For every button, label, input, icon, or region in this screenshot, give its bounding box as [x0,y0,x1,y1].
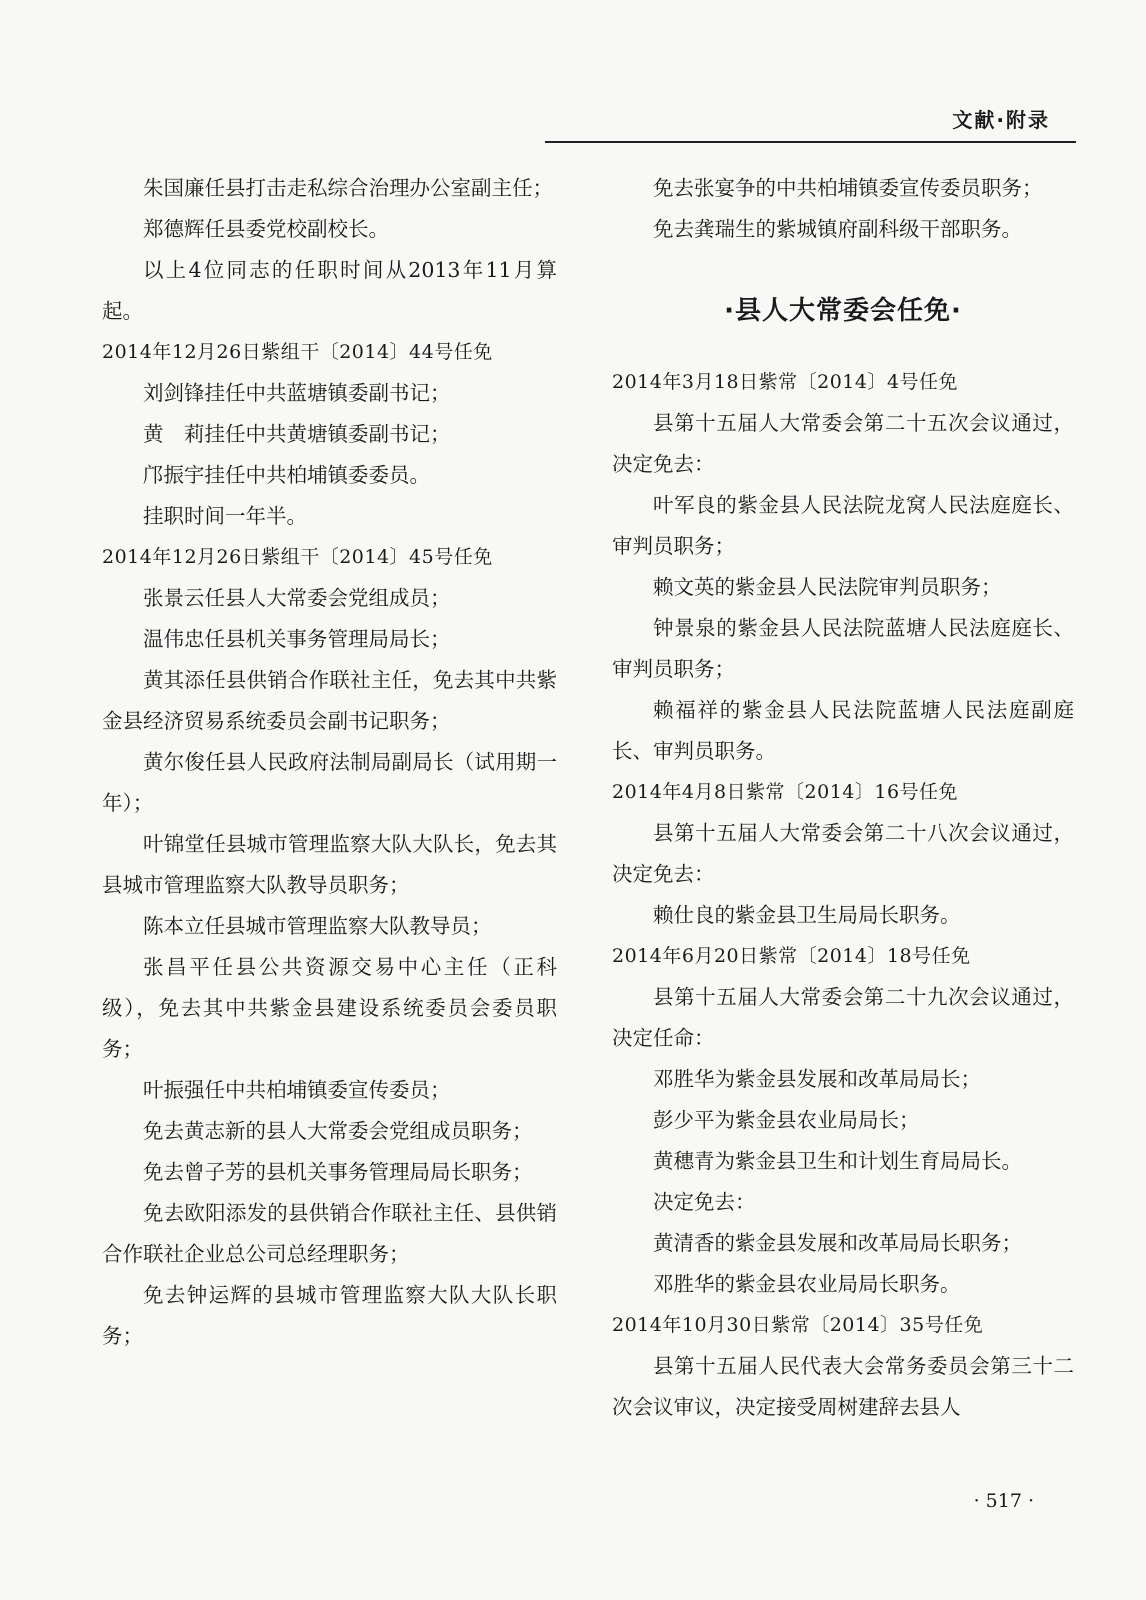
right-column-top [612,168,1074,250]
paragraph: 县第十五届人大常委会第二十八次会议通过，决定免去： [612,821,1074,886]
right-column-main [612,362,1074,1428]
paragraph: 邓胜华为紫金县发展和改革局局长； [653,1067,981,1091]
paragraph: 挂职时间一年半。 [143,504,307,528]
paragraph: 决定免去： [653,1190,756,1214]
header-title: 文献·附录 [952,108,1050,132]
paragraph: 黄 莉挂任中共黄塘镇委副书记； [143,422,451,446]
paragraph: 邝振宇挂任中共柏埔镇委委员。 [143,463,430,487]
paragraph: 县第十五届人大常委会第二十五次会议通过，决定免去： [612,411,1074,476]
paragraph: 免去钟运辉的县城市管理监察大队大队长职务； [102,1283,557,1348]
paragraph: 黄其添任县供销合作联社主任，免去其中共紫金县经济贸易系统委员会副书记职务； [102,668,557,733]
document-heading: 2014年10月30日紫常〔2014〕35号任免 [612,1314,984,1336]
paragraph: 黄穗青为紫金县卫生和计划生育局局长。 [653,1149,1022,1173]
paragraph: 免去黄志新的县人大常委会党组成员职务； [143,1119,533,1143]
paragraph: 免去张宴争的中共柏埔镇委宣传委员职务； [653,176,1043,200]
paragraph: 赖仕良的紫金县卫生局局长职务。 [653,903,961,927]
paragraph: 钟景泉的紫金县人民法院蓝塘人民法庭庭长、审判员职务； [612,616,1074,681]
header-rule [545,141,1076,143]
paragraph: 温伟忠任县机关事务管理局局长； [143,627,451,651]
paragraph: 免去龚瑞生的紫城镇府副科级干部职务。 [653,217,1022,241]
document-heading: 2014年12月26日紫组干〔2014〕45号任免 [102,546,493,568]
paragraph: 黄清香的紫金县发展和改革局局长职务； [653,1231,1022,1255]
paragraph: 县第十五届人大常委会第二十九次会议通过，决定任命： [612,985,1074,1050]
paragraph: 赖文英的紫金县人民法院审判员职务； [653,575,1002,599]
paragraph: 叶振强任中共柏埔镇委宣传委员； [143,1078,451,1102]
paragraph: 邓胜华的紫金县农业局局长职务。 [653,1272,961,1296]
paragraph: 县第十五届人民代表大会常务委员会第三十二次会议审议，决定接受周树建辞去县人 [612,1354,1074,1419]
paragraph: 以上4位同志的任职时间从2013年11月算起。 [102,258,557,323]
document-heading: 2014年6月20日紫常〔2014〕18号任免 [612,945,971,967]
paragraph: 叶锦堂任县城市管理监察大队大队长，免去其县城市管理监察大队教导员职务； [102,832,557,897]
left-column [102,168,557,1357]
paragraph: 免去曾子芳的县机关事务管理局局长职务； [143,1160,533,1184]
paragraph: 陈本立任县城市管理监察大队教导员； [143,914,492,938]
paragraph: 黄尔俊任县人民政府法制局副局长（试用期一年）； [102,750,557,815]
paragraph: 免去欧阳添发的县供销合作联社主任、县供销合作联社企业总公司总经理职务； [102,1201,557,1266]
paragraph: 刘剑锋挂任中共蓝塘镇委副书记； [143,381,451,405]
paragraph: 叶军良的紫金县人民法院龙窝人民法庭庭长、审判员职务； [612,493,1074,558]
document-heading: 2014年12月26日紫组干〔2014〕44号任免 [102,341,493,363]
paragraph: 张景云任县人大常委会党组成员； [143,586,451,610]
document-heading: 2014年3月18日紫常〔2014〕4号任免 [612,371,959,393]
right-column [612,168,1074,1428]
section-title: ·县人大常委会任免· [724,296,962,326]
document-heading: 2014年4月8日紫常〔2014〕16号任免 [612,781,959,803]
paragraph: 张昌平任县公共资源交易中心主任（正科级），免去其中共紫金县建设系统委员会委员职务； [102,955,557,1061]
paragraph: 赖福祥的紫金县人民法院蓝塘人民法庭副庭长、审判员职务。 [612,698,1074,763]
paragraph: 朱国廉任县打击走私综合治理办公室副主任； [143,176,553,200]
paragraph: 郑德辉任县委党校副校长。 [143,217,389,241]
page-number: · 517 · [973,1490,1034,1512]
paragraph: 彭少平为紫金县农业局局长； [653,1108,920,1132]
